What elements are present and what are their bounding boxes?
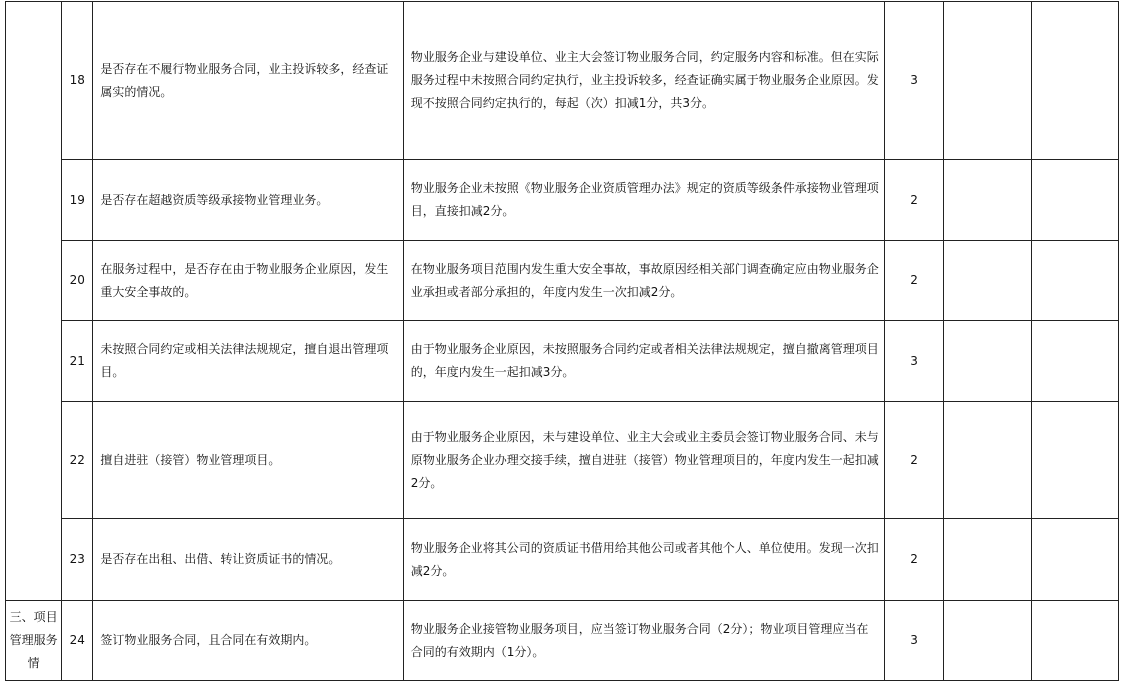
table-row [6,241,1119,321]
category-cell: 三、项目管理服务情 [6,601,62,681]
score-cell: 3 [884,321,943,402]
standard-cell: 物业服务企业与建设单位、业主大会签订物业服务合同，约定服务内容和标准。但在实际服务过程中未按照合同约定执行，业主投诉较多，经查证确实属于物业服务企业原因。发现不按照合同约定执行的，每起（次）扣减1分，共3分。 [403,2,884,160]
row-number: 18 [62,2,93,160]
row-number: 22 [62,402,93,519]
standard-cell: 在物业服务项目范围内发生重大安全事故，事故原因经相关部门调查确定应由物业服务企业承担或者部分承担的，年度内发生一次扣减2分。 [403,241,884,321]
standard-cell: 物业服务企业接管物业服务项目，应当签订物业服务合同（2分）；物业项目管理应当在合同的有效期内（1分）。 [403,601,884,681]
item-cell: 未按照合同约定或相关法律法规规定，擅自退出管理项目。 [93,321,403,402]
scoring-table [5,1,1119,681]
item-cell: 是否存在出租、出借、转让资质证书的情况。 [93,519,403,601]
row-number: 19 [62,160,93,241]
item-cell: 是否存在超越资质等级承接物业管理业务。 [93,160,403,241]
item-cell: 擅自进驻（接管）物业管理项目。 [93,402,403,519]
review-cell [1031,601,1118,681]
review-cell [1031,241,1118,321]
self-assessment-cell [944,241,1031,321]
score-cell: 2 [884,519,943,601]
standard-cell: 由于物业服务企业原因，未按照服务合同约定或者相关法律法规规定，擅自撤离管理项目的，年度内发生一起扣减3分。 [403,321,884,402]
table-row [6,402,1119,519]
standard-cell: 由于物业服务企业原因，未与建设单位、业主大会或业主委员会签订物业服务合同、未与原物业服务企业办理交接手续，擅自进驻（接管）物业管理项目的，年度内发生一起扣减2分。 [403,402,884,519]
score-cell: 2 [884,241,943,321]
standard-cell: 物业服务企业未按照《物业服务企业资质管理办法》规定的资质等级条件承接物业管理项目，直接扣减2分。 [403,160,884,241]
table-row [6,601,1119,681]
self-assessment-cell [944,2,1031,160]
table-row [6,160,1119,241]
table-row [6,321,1119,402]
self-assessment-cell [944,160,1031,241]
score-cell: 3 [884,2,943,160]
row-number: 20 [62,241,93,321]
row-number: 21 [62,321,93,402]
review-cell [1031,321,1118,402]
self-assessment-cell [944,519,1031,601]
review-cell [1031,160,1118,241]
score-cell: 2 [884,402,943,519]
score-cell: 2 [884,160,943,241]
row-number: 23 [62,519,93,601]
standard-cell: 物业服务企业将其公司的资质证书借用给其他公司或者其他个人、单位使用。发现一次扣减2分。 [403,519,884,601]
table-row [6,2,1119,160]
item-cell: 在服务过程中，是否存在由于物业服务企业原因，发生重大安全事故的。 [93,241,403,321]
self-assessment-cell [944,601,1031,681]
item-cell: 是否存在不履行物业服务合同，业主投诉较多，经查证属实的情况。 [93,2,403,160]
review-cell [1031,2,1118,160]
self-assessment-cell [944,321,1031,402]
table-row [6,519,1119,601]
review-cell [1031,402,1118,519]
item-cell: 签订物业服务合同，且合同在有效期内。 [93,601,403,681]
category-cell-merged [6,2,62,601]
row-number: 24 [62,601,93,681]
self-assessment-cell [944,402,1031,519]
score-cell: 3 [884,601,943,681]
review-cell [1031,519,1118,601]
